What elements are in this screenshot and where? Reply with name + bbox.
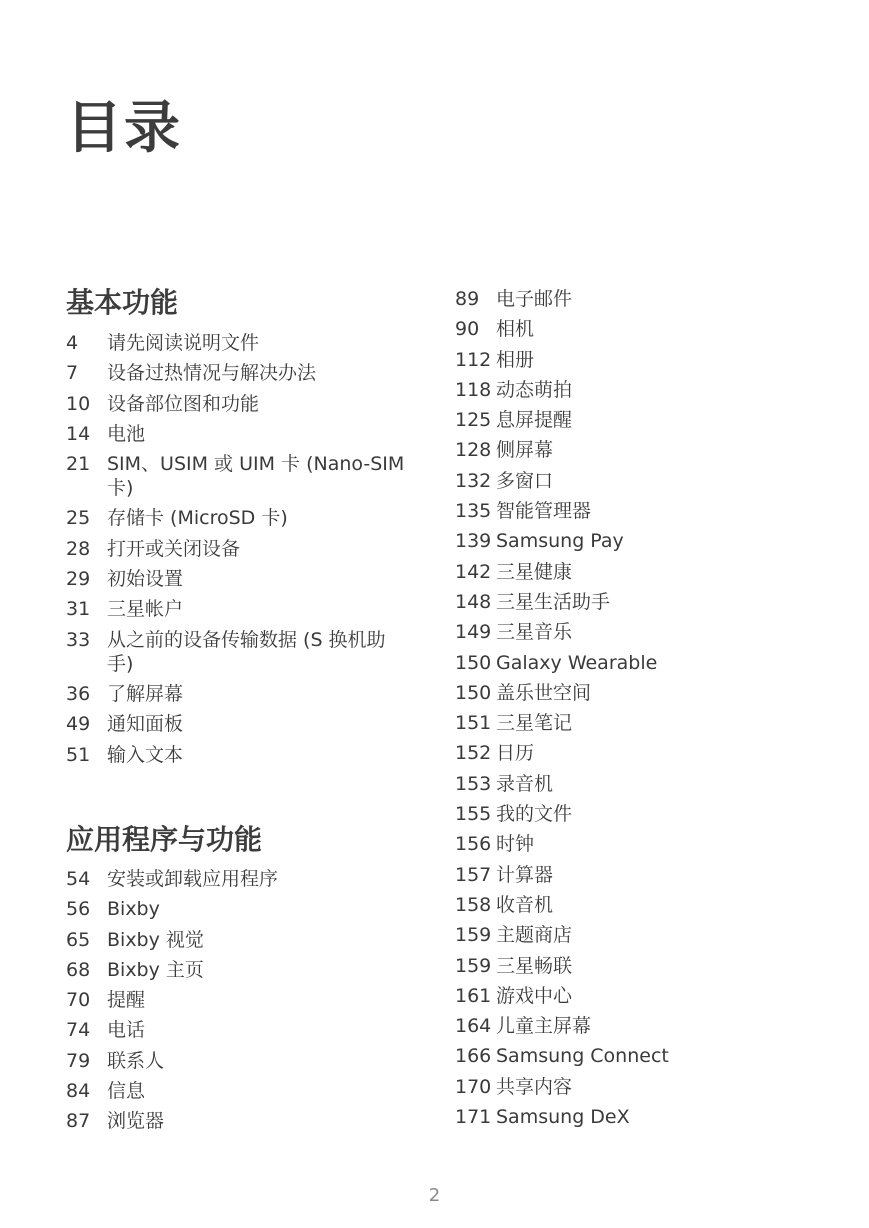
toc-page-number: 150 bbox=[455, 651, 492, 674]
toc-entry-label: 录音机 bbox=[496, 772, 554, 795]
toc-entry-label: 安装或卸载应用程序 bbox=[107, 868, 279, 890]
toc-entry-label: Bixby 主页 bbox=[107, 958, 204, 981]
toc-entry[interactable] bbox=[455, 1044, 855, 1068]
toc-page-number: 156 bbox=[455, 833, 492, 856]
toc-page-number: 74 bbox=[66, 1019, 91, 1042]
toc-entry-label: 三星畅联 bbox=[496, 954, 573, 977]
toc-page-number: 149 bbox=[455, 621, 492, 644]
toc-entry-label: 共享内容 bbox=[496, 1075, 573, 1098]
toc-entry[interactable] bbox=[66, 597, 411, 621]
toc-entry[interactable] bbox=[66, 897, 411, 921]
toc-entry-label: 多窗口 bbox=[496, 469, 554, 492]
toc-entry[interactable] bbox=[455, 923, 855, 947]
toc-page-number: 21 bbox=[66, 453, 91, 476]
toc-entry[interactable] bbox=[455, 378, 855, 402]
toc-entry[interactable] bbox=[455, 741, 855, 765]
toc-page-number: 28 bbox=[66, 537, 91, 560]
toc-entry[interactable] bbox=[66, 928, 411, 952]
toc-entry-label: 电子邮件 bbox=[496, 288, 573, 310]
toc-entry-label: 三星音乐 bbox=[496, 621, 573, 644]
toc-page-number: 139 bbox=[455, 530, 492, 553]
toc-page-number: 159 bbox=[455, 954, 492, 977]
toc-entry[interactable] bbox=[66, 392, 411, 416]
toc-entry-label: 三星笔记 bbox=[496, 712, 573, 735]
toc-entry-label: 了解屏幕 bbox=[107, 682, 184, 705]
toc-entry-label: 三星健康 bbox=[496, 560, 573, 583]
toc-page-number: 84 bbox=[66, 1080, 91, 1103]
toc-entry-label: 侧屏幕 bbox=[496, 439, 554, 462]
toc-entry-label: Samsung Connect bbox=[496, 1045, 669, 1068]
toc-entry-label: 智能管理器 bbox=[496, 500, 592, 523]
toc-entry-label: 输入文本 bbox=[107, 743, 184, 766]
toc-page-number: 79 bbox=[66, 1049, 91, 1072]
toc-entry[interactable] bbox=[455, 1075, 855, 1099]
toc-page-number: 87 bbox=[66, 1110, 91, 1133]
toc-page-number: 151 bbox=[455, 712, 492, 735]
toc-page-number: 89 bbox=[455, 288, 480, 310]
toc-page-number: 10 bbox=[66, 392, 91, 415]
toc-entry[interactable] bbox=[66, 361, 411, 385]
toc-entry-label: 信息 bbox=[107, 1080, 146, 1103]
toc-entry[interactable] bbox=[66, 988, 411, 1012]
toc-entry-label: 存储卡 (MicroSD 卡) bbox=[107, 507, 288, 530]
toc-page-number: 14 bbox=[66, 422, 91, 445]
toc-entry[interactable] bbox=[455, 893, 855, 917]
toc-entry[interactable] bbox=[455, 499, 855, 523]
toc-entry-label: Bixby 视觉 bbox=[107, 928, 204, 951]
toc-entry[interactable] bbox=[66, 1109, 411, 1133]
toc-entry-label: 请先阅读说明文件 bbox=[107, 332, 260, 354]
toc-entry-label: 收音机 bbox=[496, 893, 554, 916]
toc-entry[interactable] bbox=[455, 469, 855, 493]
toc-entry[interactable] bbox=[455, 560, 855, 584]
toc-entry-label: 盖乐世空间 bbox=[496, 681, 592, 704]
toc-entry-label: 初始设置 bbox=[107, 568, 184, 591]
toc-page-number: 142 bbox=[455, 560, 492, 583]
toc-entry-label: Samsung DeX bbox=[496, 1106, 630, 1129]
toc-entry[interactable] bbox=[455, 348, 855, 372]
toc-entry-label: 三星帐户 bbox=[107, 598, 184, 621]
toc-entry-label: 动态萌拍 bbox=[496, 378, 573, 401]
toc-entry[interactable] bbox=[66, 958, 411, 982]
toc-list-apps bbox=[66, 867, 411, 1140]
toc-entry-label: Bixby bbox=[107, 898, 160, 921]
toc-entry-label: Galaxy Wearable bbox=[496, 651, 658, 674]
toc-entry[interactable] bbox=[455, 651, 855, 675]
toc-page-number: 152 bbox=[455, 742, 492, 765]
toc-page-number: 65 bbox=[66, 928, 91, 951]
section-heading-apps: 应用程序与功能 bbox=[66, 823, 263, 856]
toc-page-number: 170 bbox=[455, 1075, 492, 1098]
toc-page-number: 128 bbox=[455, 439, 492, 462]
toc-entry[interactable] bbox=[455, 772, 855, 796]
toc-page-number: 166 bbox=[455, 1045, 492, 1068]
toc-entry[interactable] bbox=[455, 408, 855, 432]
toc-entry-label: 三星生活助手 bbox=[496, 590, 611, 613]
toc-entry-label: 我的文件 bbox=[496, 803, 573, 826]
section-heading-basic: 基本功能 bbox=[66, 286, 179, 319]
toc-entry[interactable] bbox=[66, 567, 411, 591]
toc-page-number: 29 bbox=[66, 568, 91, 591]
toc-page-number: 161 bbox=[455, 984, 492, 1007]
toc-page-number: 31 bbox=[66, 598, 91, 621]
toc-entry-label: 日历 bbox=[496, 742, 535, 765]
toc-entry-label: 相机 bbox=[496, 318, 535, 341]
toc-entry-label: 从之前的设备传输数据 (S 换机助手) bbox=[107, 628, 386, 675]
toc-entry[interactable] bbox=[455, 711, 855, 735]
toc-page-number: 159 bbox=[455, 924, 492, 947]
toc-page-number: 54 bbox=[66, 868, 91, 890]
toc-entry-label: 设备部位图和功能 bbox=[107, 392, 260, 415]
toc-entry-label: 联系人 bbox=[107, 1049, 165, 1072]
toc-entry[interactable] bbox=[66, 506, 411, 530]
toc-page-number: 33 bbox=[66, 628, 91, 651]
toc-entry[interactable] bbox=[66, 331, 411, 355]
toc-page-number: 150 bbox=[455, 681, 492, 704]
toc-page-number: 155 bbox=[455, 803, 492, 826]
toc-entry-label: 游戏中心 bbox=[496, 984, 573, 1007]
toc-page-number: 118 bbox=[455, 378, 492, 401]
toc-page-number: 4 bbox=[66, 332, 79, 354]
toc-page-number: 125 bbox=[455, 409, 492, 432]
toc-page-number: 171 bbox=[455, 1106, 492, 1129]
toc-page-number: 135 bbox=[455, 500, 492, 523]
toc-entry[interactable] bbox=[455, 317, 855, 341]
toc-page-number: 7 bbox=[66, 362, 79, 385]
toc-entry[interactable] bbox=[66, 1079, 411, 1103]
page-number: 2 bbox=[428, 1185, 441, 1206]
toc-entry-label: 电池 bbox=[107, 422, 146, 445]
toc-entry[interactable] bbox=[455, 802, 855, 826]
toc-entry-label: 电话 bbox=[107, 1019, 146, 1042]
toc-entry[interactable] bbox=[455, 620, 855, 644]
toc-entry-label: 时钟 bbox=[496, 833, 535, 856]
toc-page-number: 157 bbox=[455, 863, 492, 886]
toc-entry-label: 设备过热情况与解决办法 bbox=[107, 362, 317, 385]
toc-list-continued bbox=[455, 287, 855, 1135]
toc-entry-label: 相册 bbox=[496, 348, 535, 371]
toc-entry-label: 浏览器 bbox=[107, 1110, 165, 1133]
toc-entry-label: 儿童主屏幕 bbox=[496, 1015, 592, 1038]
toc-entry-label: 通知面板 bbox=[107, 713, 184, 736]
toc-page-number: 70 bbox=[66, 989, 91, 1012]
toc-page-number: 158 bbox=[455, 893, 492, 916]
toc-page-number: 68 bbox=[66, 958, 91, 981]
toc-page-number: 25 bbox=[66, 507, 91, 530]
toc-entry[interactable] bbox=[455, 438, 855, 462]
toc-page-number: 56 bbox=[66, 898, 91, 921]
toc-entry[interactable] bbox=[66, 867, 411, 891]
toc-entry[interactable] bbox=[66, 712, 411, 736]
toc-page-number: 164 bbox=[455, 1015, 492, 1038]
toc-entry-label: 打开或关闭设备 bbox=[107, 537, 241, 560]
toc-entry[interactable] bbox=[455, 529, 855, 553]
toc-page-number: 51 bbox=[66, 743, 91, 766]
toc-entry[interactable] bbox=[66, 682, 411, 706]
toc-entry-label: Samsung Pay bbox=[496, 530, 624, 553]
toc-page-number: 36 bbox=[66, 682, 91, 705]
toc-page-number: 132 bbox=[455, 469, 492, 492]
toc-page-number: 49 bbox=[66, 713, 91, 736]
toc-entry-label: 提醒 bbox=[107, 989, 146, 1012]
toc-entry[interactable] bbox=[66, 452, 411, 500]
toc-page-number: 153 bbox=[455, 772, 492, 795]
toc-entry[interactable] bbox=[455, 1014, 855, 1038]
toc-entry[interactable] bbox=[455, 984, 855, 1008]
toc-entry[interactable] bbox=[66, 743, 411, 767]
page-title: 目录 bbox=[66, 96, 182, 161]
toc-entry[interactable] bbox=[455, 681, 855, 705]
toc-entry[interactable] bbox=[455, 590, 855, 614]
toc-entry[interactable] bbox=[455, 287, 855, 311]
toc-entry[interactable] bbox=[66, 537, 411, 561]
toc-entry[interactable] bbox=[66, 628, 411, 676]
toc-page-number: 90 bbox=[455, 318, 480, 341]
toc-entry[interactable] bbox=[455, 832, 855, 856]
toc-entry-label: 计算器 bbox=[496, 863, 554, 886]
toc-entry[interactable] bbox=[455, 954, 855, 978]
toc-entry[interactable] bbox=[66, 1018, 411, 1042]
toc-entry[interactable] bbox=[455, 1105, 855, 1129]
toc-page-number: 112 bbox=[455, 348, 492, 371]
toc-list-basic bbox=[66, 331, 411, 773]
toc-entry-label: 主题商店 bbox=[496, 924, 573, 947]
toc-entry-label: SIM、USIM 或 UIM 卡 (Nano-SIM 卡) bbox=[107, 453, 405, 500]
toc-entry[interactable] bbox=[66, 422, 411, 446]
toc-entry[interactable] bbox=[66, 1049, 411, 1073]
toc-entry[interactable] bbox=[455, 863, 855, 887]
toc-entry-label: 息屏提醒 bbox=[496, 409, 573, 432]
toc-page-number: 148 bbox=[455, 590, 492, 613]
